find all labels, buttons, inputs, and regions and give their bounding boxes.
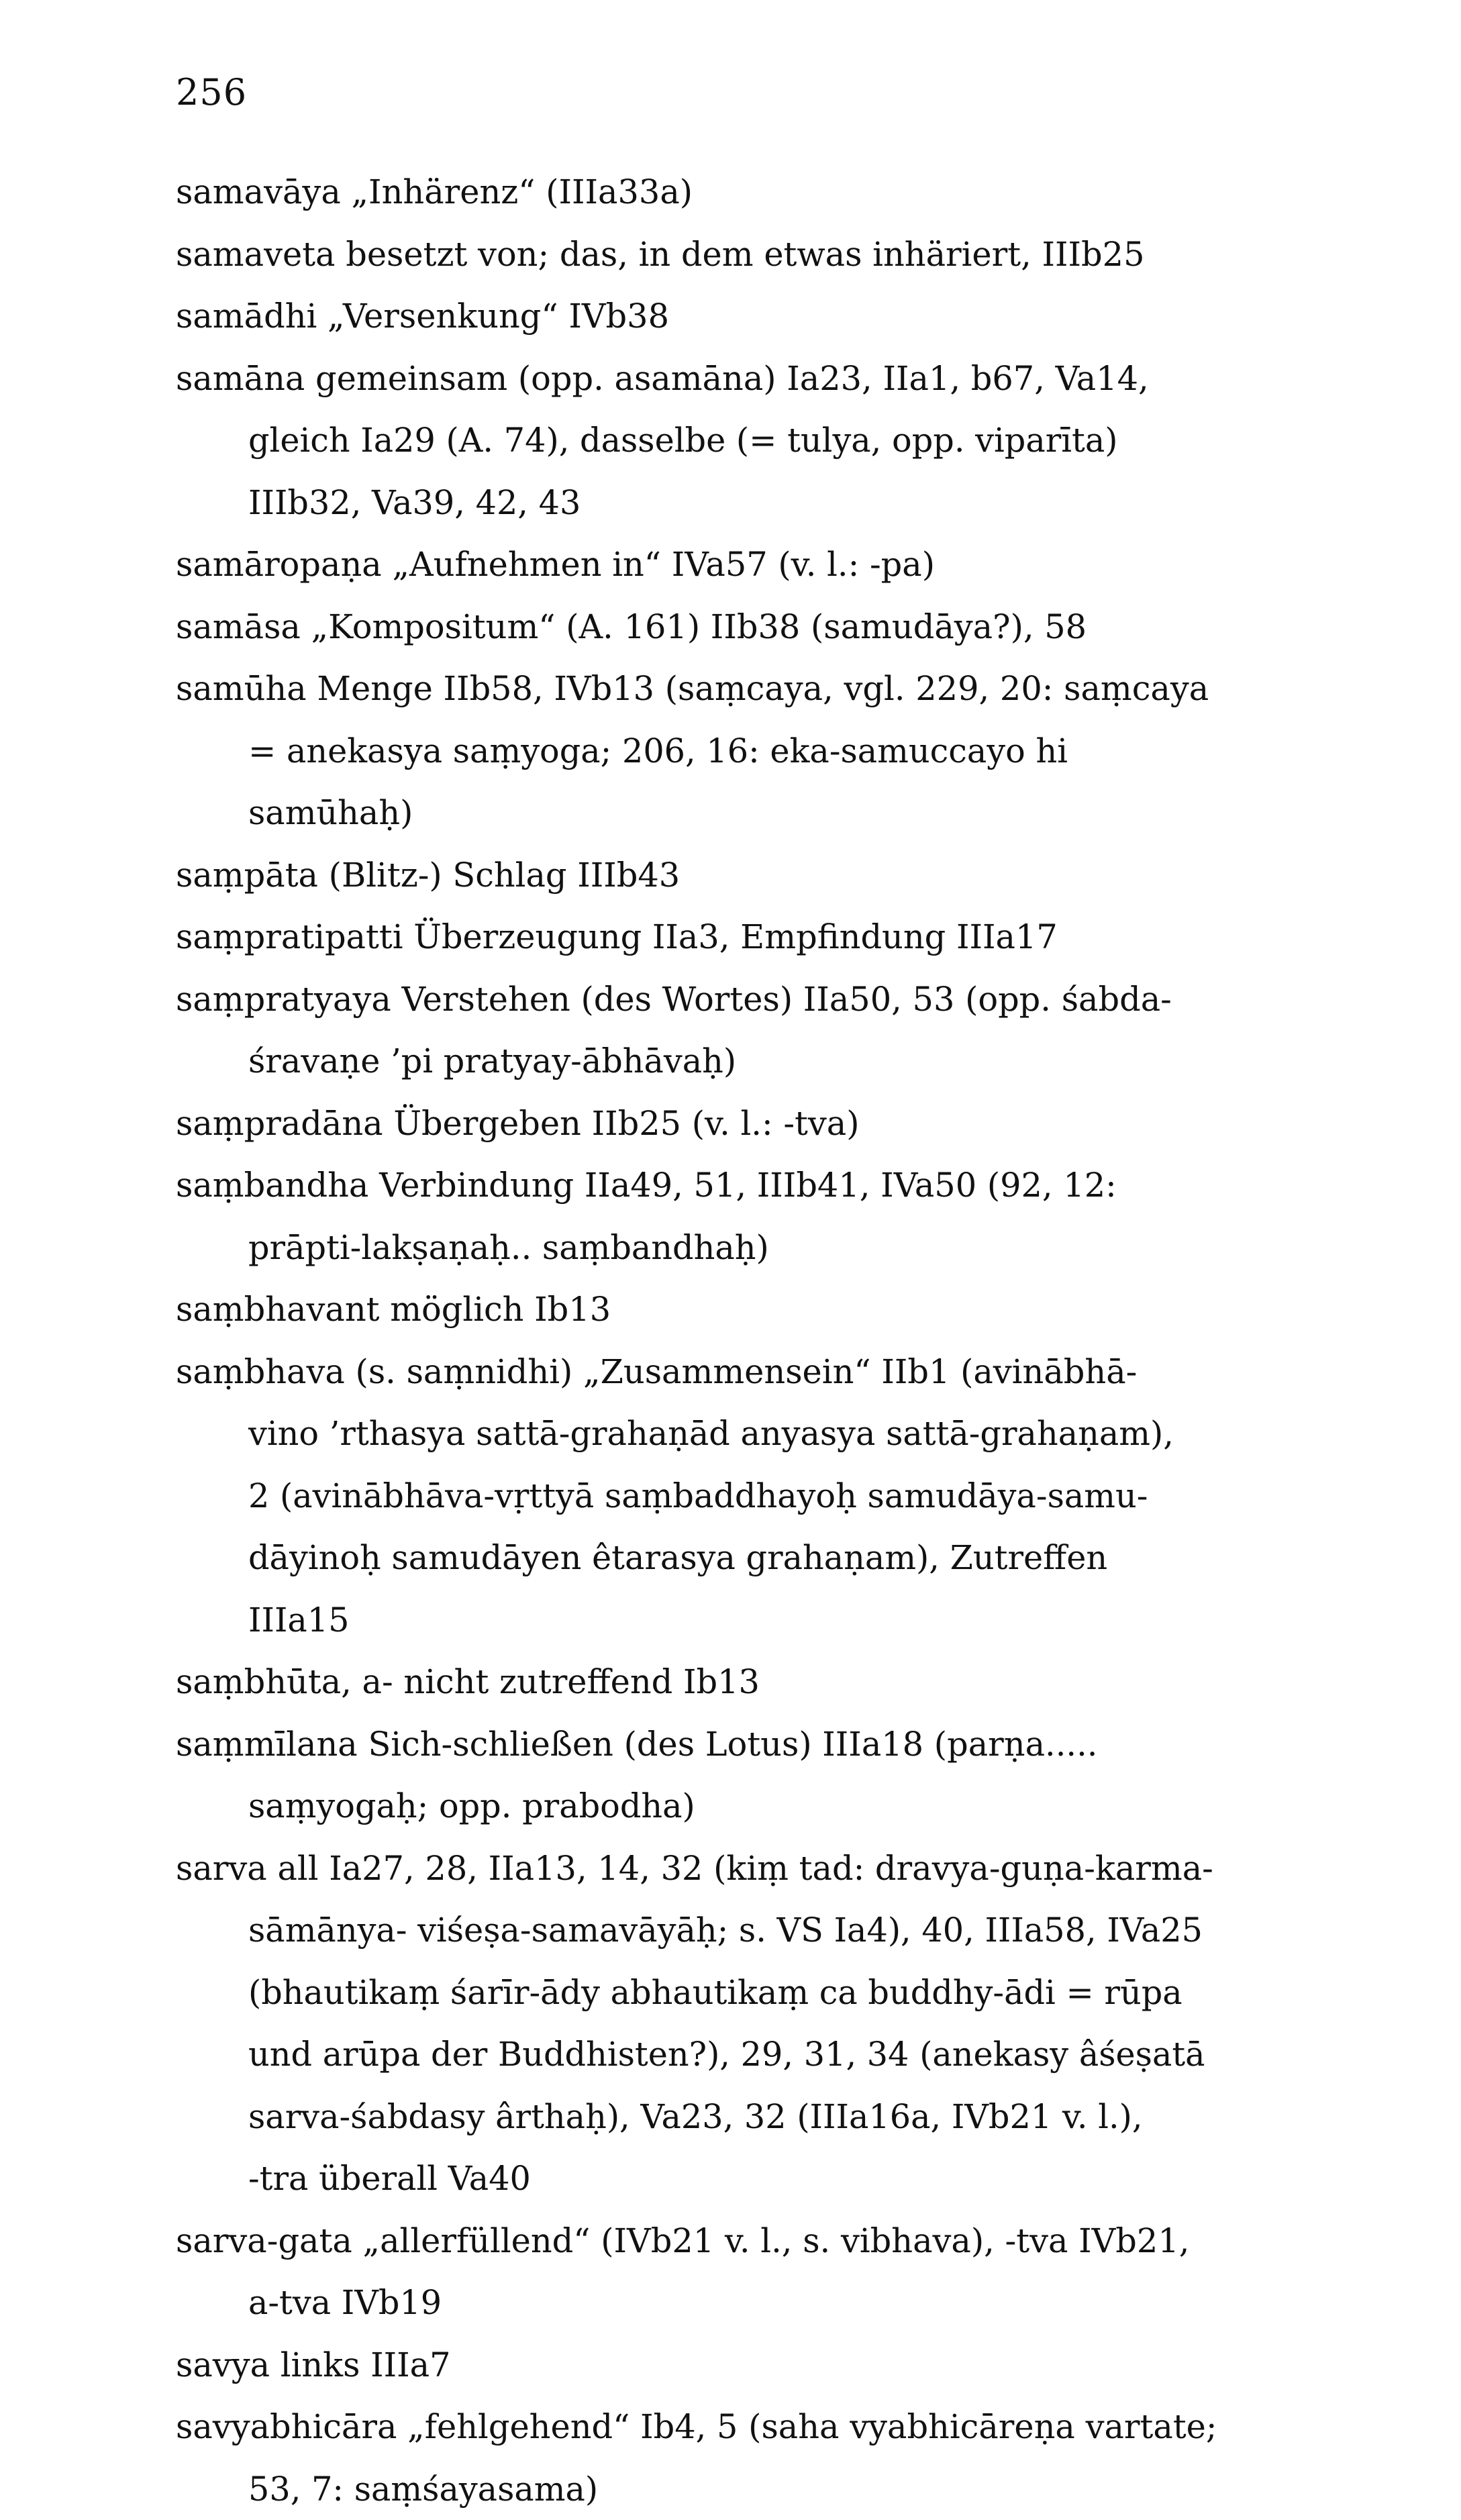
entry-list [0,161,1461,2520]
entry-line: und arūpa der Buddhisten?), 29, 31, 34 (anekasy âśeṣatā [0,2023,1461,2086]
entry-line: prāpti-lakṣaṇaḥ.. saṃbandhaḥ) [0,1217,1461,1279]
entry-line: 2 (avinābhāva-vṛttyā saṃbaddhayoḥ samudāya-samu- [0,1465,1461,1527]
entry-sampratipatti [0,906,1461,968]
entry-samana [0,348,1461,534]
entry-samavaya [0,161,1461,223]
entry-line: 53, 7: saṃśayasama) [0,2458,1461,2520]
entry-line: samāsa „Kompositum“ (A. 161) IIb38 (samudāya?), 58 [0,596,1461,658]
entry-sampradana [0,1093,1461,1155]
entry-line: samūha Menge IIb58, IVb13 (saṃcaya, vgl. 229, 20: saṃcaya [0,658,1461,720]
entry-sampata [0,844,1461,907]
entry-line: saṃpratipatti Überzeugung IIa3, Empfindung IIIa17 [0,906,1461,968]
entry-line: IIIb32, Va39, 42, 43 [0,472,1461,534]
entry-line: sāmānya- viśeṣa-samavāyāḥ; s. VS Ia4), 40, IIIa58, IVa25 [0,1899,1461,1962]
entry-line: savya links IIIa7 [0,2334,1461,2397]
entry-line: saṃpradāna Übergeben IIb25 (v. l.: -tva) [0,1093,1461,1155]
entry-line: saṃmīlana Sich-schließen (des Lotus) IIIa18 (parṇa..... [0,1713,1461,1776]
entry-line: samāropaṇa „Aufnehmen in“ IVa57 (v. l.: -pa) [0,534,1461,596]
entry-line: dāyinoḥ samudāyen êtarasya grahaṇam), Zutreffen [0,1527,1461,1589]
entry-line: gleich Ia29 (A. 74), dasselbe (= tulya, opp. viparīta) [0,409,1461,472]
entry-sambandha [0,1154,1461,1278]
entry-sarva-gata [0,2210,1461,2334]
entry-savyabhicara [0,2396,1461,2520]
entry-line: saṃbhava (s. saṃnidhi) „Zusammensein“ IIb1 (avinābhā- [0,1341,1461,1403]
entry-samaropana [0,534,1461,596]
entry-line: sarva-gata „allerfüllend“ (IVb21 v. l., s. vibhava), -tva IVb21, [0,2210,1461,2272]
entry-line: samaveta besetzt von; das, in dem etwas inhäriert, IIIb25 [0,223,1461,286]
entry-line: saṃpratyaya Verstehen (des Wortes) IIa50, 53 (opp. śabda- [0,968,1461,1031]
entry-sambhuta [0,1651,1461,1713]
entry-line: (bhautikaṃ śarīr-ādy abhautikaṃ ca buddhy-ādi = rūpa [0,1962,1461,2024]
entry-line: = anekasya saṃyoga; 206, 16: eka-samuccayo hi [0,720,1461,783]
entry-samadhi [0,285,1461,348]
entry-line: śravaṇe ’pi pratyay-ābhāvaḥ) [0,1030,1461,1093]
entry-line: samāna gemeinsam (opp. asamāna) Ia23, IIa1, b67, Va14, [0,348,1461,410]
entry-sambhavant [0,1278,1461,1341]
entry-samasa [0,596,1461,658]
entry-sammilana [0,1713,1461,1837]
entry-line: saṃyogaḥ; opp. prabodha) [0,1775,1461,1837]
entry-line: vino ’rthasya sattā-grahaṇād anyasya sattā-grahaṇam), [0,1403,1461,1465]
entry-line: samavāya „Inhärenz“ (IIIa33a) [0,161,1461,223]
entry-line: samādhi „Versenkung“ IVb38 [0,285,1461,348]
entry-sarva [0,1837,1461,2210]
entry-samuha [0,658,1461,844]
page-number: 256 [176,72,247,113]
entry-line: saṃbandha Verbindung IIa49, 51, IIIb41, IVa50 (92, 12: [0,1154,1461,1217]
entry-line: saṃbhūta, a- nicht zutreffend Ib13 [0,1651,1461,1713]
entry-samaveta [0,223,1461,286]
entry-line: sarva-śabdasy ârthaḥ), Va23, 32 (IIIa16a, IVb21 v. l.), [0,2086,1461,2148]
entry-savya [0,2334,1461,2397]
entry-line: saṃpāta (Blitz-) Schlag IIIb43 [0,844,1461,907]
entry-line: savyabhicāra „fehlgehend“ Ib4, 5 (saha vyabhicāreṇa vartate; [0,2396,1461,2458]
entry-line: a-tva IVb19 [0,2272,1461,2334]
entry-line: saṃbhavant möglich Ib13 [0,1278,1461,1341]
entry-sambhava [0,1341,1461,1652]
entry-line: -tra überall Va40 [0,2148,1461,2210]
entry-sampratyaya [0,968,1461,1093]
entry-line: IIIa15 [0,1589,1461,1652]
entry-line: sarva all Ia27, 28, IIa13, 14, 32 (kiṃ tad: dravya-guṇa-karma- [0,1837,1461,1900]
entry-line: samūhaḥ) [0,782,1461,844]
